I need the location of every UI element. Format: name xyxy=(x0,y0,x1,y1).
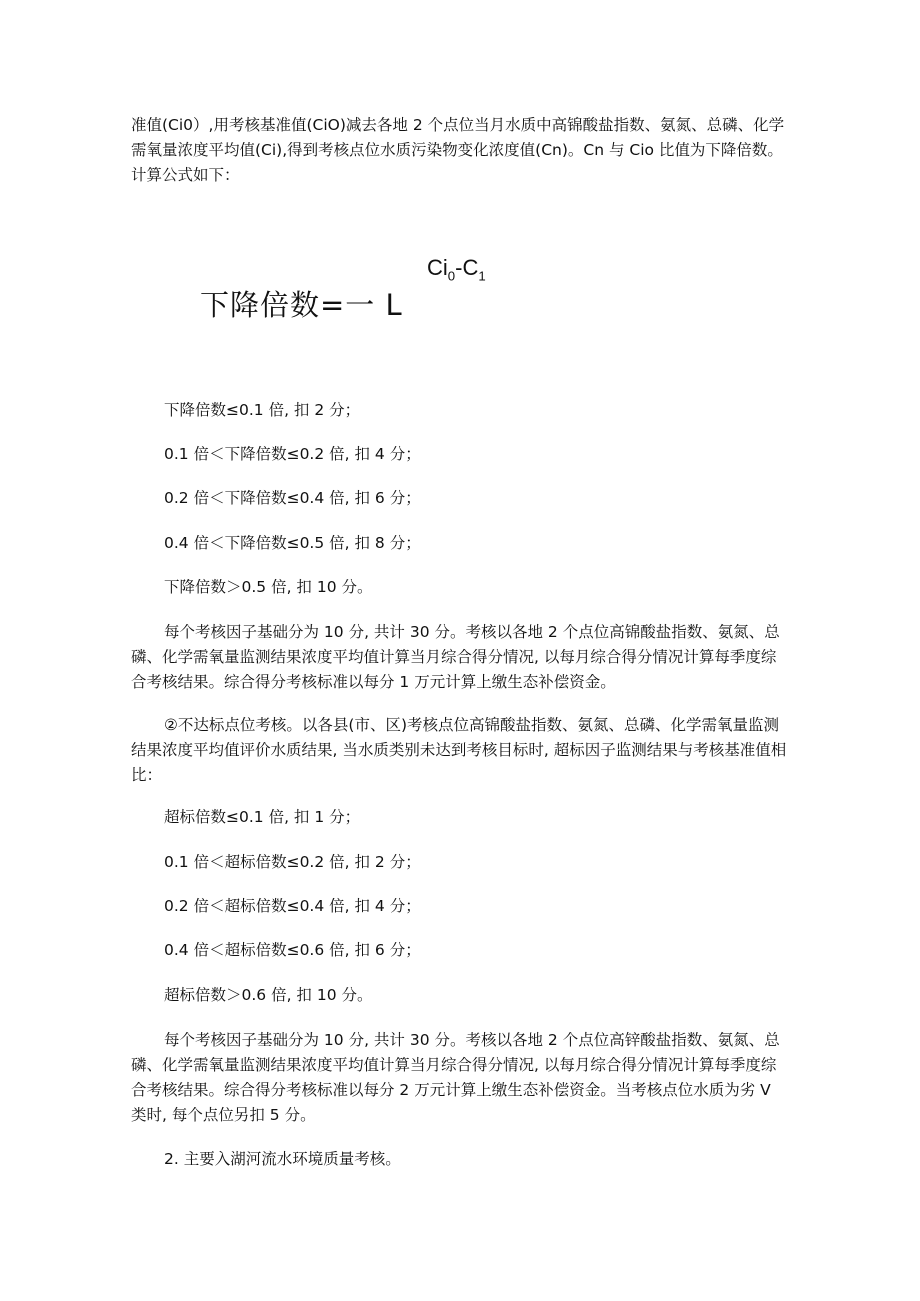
formula-main: 下降倍数=一 L xyxy=(200,288,403,322)
decline-rule-3: 0.2 倍＜下降倍数≤0.4 倍, 扣 6 分； xyxy=(164,489,421,507)
formula-sub-0: 0 xyxy=(447,268,456,284)
intro-paragraph: 准值(Ci0）,用考核基准值(CiO)减去各地 2 个点位当月水质中高锦酸盐指数、氨氮、总磷、化学需氧量浓度平均值(Ci),得到考核点位水质污染物变化浓度值(Cn)。Cn 与 Cio 比值为下降倍数。计算公式如下： xyxy=(131,116,785,184)
exceed-rule-4: 0.4 倍＜超标倍数≤0.6 倍, 扣 6 分； xyxy=(164,941,421,959)
decline-rule-1: 下降倍数≤0.1 倍, 扣 2 分； xyxy=(164,401,361,419)
exceed-rule-2: 0.1 倍＜超标倍数≤0.2 倍, 扣 2 分； xyxy=(164,853,421,871)
exceed-rule-3: 0.2 倍＜超标倍数≤0.4 倍, 扣 4 分； xyxy=(164,897,421,915)
formula-ci: Ci xyxy=(427,255,448,280)
exceed-rule-5: 超标倍数＞0.6 倍, 扣 10 分。 xyxy=(164,986,373,1004)
paragraph-scoring-1: 每个考核因子基础分为 10 分, 共计 30 分。考核以各地 2 个点位高锦酸盐指数、氨氮、总磷、化学需氧量监测结果浓度平均值计算当月综合得分情况, 以每月综合得分情况计算每季度综合考核结果。综合得分考核标准以每分 1 万元计算上缴生态补偿资金。 xyxy=(131,623,780,691)
formula-minus-c: -C xyxy=(455,255,479,280)
paragraph-scoring-2: 每个考核因子基础分为 10 分, 共计 30 分。考核以各地 2 个点位高锌酸盐指数、氨氮、总磷、化学需氧量监测结果浓度平均值计算当月综合得分情况, 以每月综合得分情况计算每季度综合考核结果。综合得分考核标准以每分 2 万元计算上缴生态补偿资金。当考核点位水质为劣 V 类时, 每个点位另扣 5 分。 xyxy=(131,1031,780,1124)
decline-rule-4: 0.4 倍＜下降倍数≤0.5 倍, 扣 8 分； xyxy=(164,534,421,552)
decline-rule-5: 下降倍数＞0.5 倍, 扣 10 分。 xyxy=(164,578,373,596)
section-heading-2: 2. 主要入湖河流水环境质量考核。 xyxy=(164,1150,401,1168)
formula-numerator xyxy=(427,255,486,283)
formula-sub-1: 1 xyxy=(478,268,486,284)
decline-rule-2: 0.1 倍＜下降倍数≤0.2 倍, 扣 4 分； xyxy=(164,445,421,463)
paragraph-noncompliance: ②不达标点位考核。以各县(市、区)考核点位高锦酸盐指数、氨氮、总磷、化学需氧量监测结果浓度平均值评价水质结果, 当水质类别未达到考核目标时, 超标因子监测结果与考核基准值相比： xyxy=(131,716,787,784)
exceed-rule-1: 超标倍数≤0.1 倍, 扣 1 分； xyxy=(164,808,361,826)
